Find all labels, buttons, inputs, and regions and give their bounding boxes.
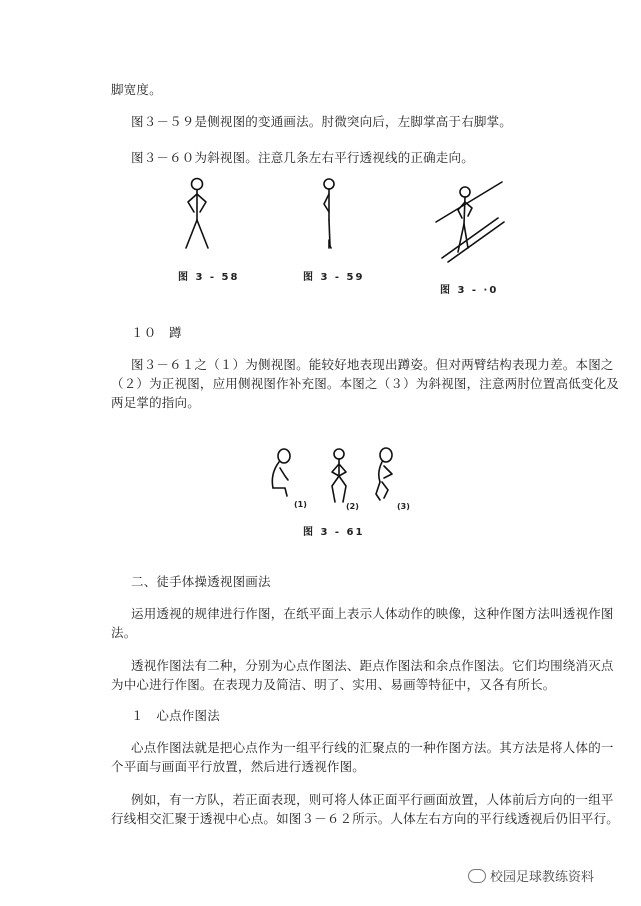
paragraph-fig61-line1: 图３－６１之（１）为侧视图。能较好地表现出蹲姿。但对两臂结构表现力差。本图之	[131, 357, 614, 372]
paragraph-perspective-def-line2: 法。	[111, 625, 137, 640]
paragraph-example-line2: 行线相交汇聚于透视中心点。如图３－６２所示。人体左右方向的平行线透视后仍旧平行。	[111, 811, 620, 826]
paragraph-fig60-desc: 图３－６０为斜视图。注意几条左右平行透视线的正确走向。	[131, 150, 474, 165]
paragraph-perspective-def-line1: 运用透视的规律进行作图，在纸平面上表示人体动作的映像，这种作图方法叫透视作图	[131, 606, 614, 621]
subsection-heading-center-point: １ 心点作图法	[131, 708, 220, 723]
figure-3-58-drawing	[172, 176, 222, 256]
figure-3-61-side-view	[265, 446, 295, 502]
figure-3-60-drawing	[432, 178, 508, 268]
figure-3-61-front-view	[327, 446, 351, 508]
watermark-text: 校园足球教练资料	[490, 870, 595, 885]
figure-3-61-caption: 图 3 - 61	[303, 527, 365, 538]
section-squat-heading: １０ 蹲	[131, 325, 182, 340]
figure-3-61-sub2-label: (2)	[346, 502, 359, 511]
figure-3-58-caption: 图 3 - 58	[178, 272, 240, 283]
paragraph-center-point-line1: 心点作图法就是把心点作为一组平行线的汇聚点的一种作图方法。其方法是将人体的一	[131, 740, 614, 755]
paragraph-fig59-desc: 图３－５９是侧视图的变通画法。肘微突向后，左脚掌高于右脚掌。	[131, 114, 513, 129]
paragraph-fig61-line3: 两足掌的指向。	[111, 395, 200, 410]
paragraph-methods-line1: 透视作图法有二种，分别为心点作图法、距点作图法和余点作图法。它们均围绕消灭点	[131, 658, 614, 673]
figure-3-60-caption: 图 3 - ·0	[440, 285, 499, 296]
paragraph-fig61-line2: （２）为正视图，应用侧视图作补充图。本图之（３）为斜视图，注意两肘位置高低变化及	[111, 376, 620, 391]
figure-3-61-sub3-label: (3)	[397, 502, 410, 511]
paragraph-methods-line2: 为中心进行作图。在表现力及简洁、明了、实用、易画等特征中，又各有所长。	[111, 677, 556, 692]
watermark	[468, 866, 594, 885]
wechat-icon	[468, 869, 486, 883]
figure-3-61-sub1-label: (1)	[294, 500, 307, 509]
paragraph-example-line1: 例如，有一方队，若正面表现，则可将人体正面平行画面放置，人体前后方向的一组平	[131, 792, 614, 807]
paragraph-continuation: 脚宽度。	[111, 82, 162, 97]
figure-3-59-caption: 图 3 - 59	[303, 272, 365, 283]
figure-3-59-drawing	[315, 176, 345, 256]
figure-3-61-oblique-view	[370, 446, 400, 504]
section-heading-perspective: 二、徒手体操透视图画法	[131, 574, 271, 589]
paragraph-center-point-line2: 个平面与画面平行放置，然后进行透视作图。	[111, 759, 366, 774]
